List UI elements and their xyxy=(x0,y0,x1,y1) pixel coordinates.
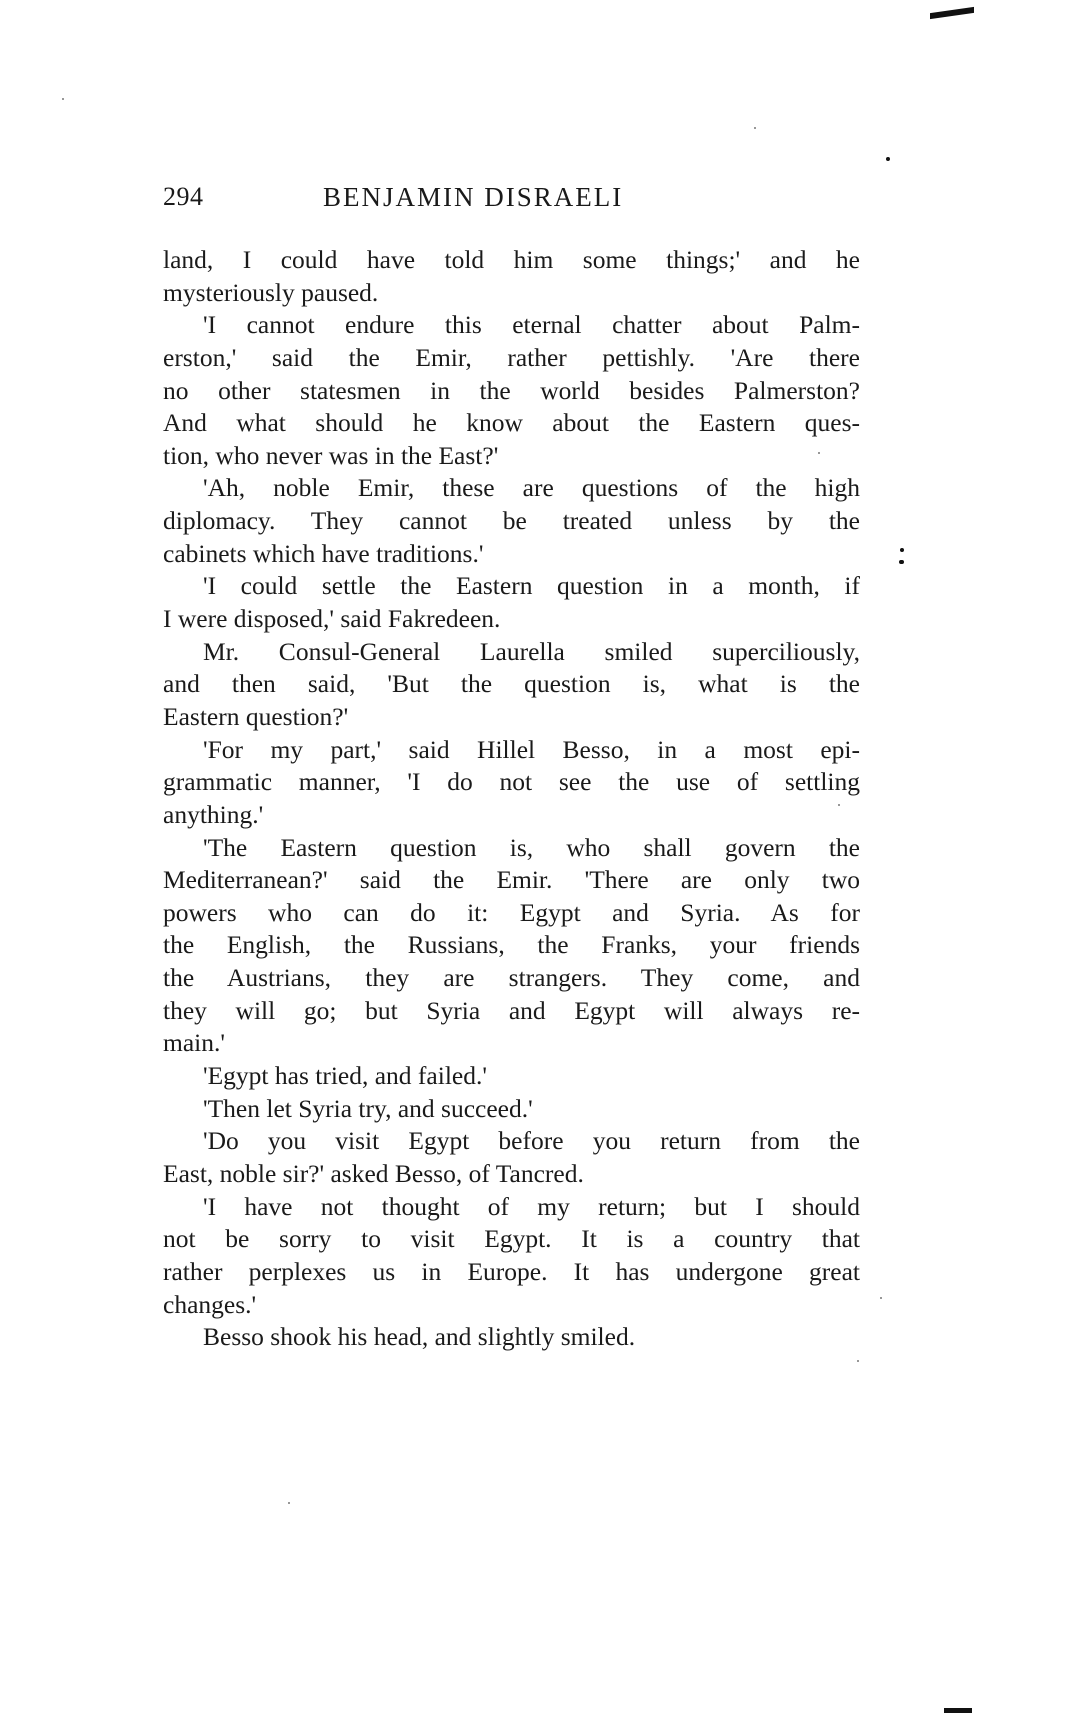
text-line: Mediterranean?' said the Emir. 'There are only two xyxy=(163,865,860,895)
running-title: BENJAMIN DISRAELI xyxy=(323,182,624,212)
text-line: anything.' xyxy=(163,799,264,829)
text-line: the English, the Russians, the Franks, your friends xyxy=(163,930,860,960)
scan-speck xyxy=(288,1502,290,1504)
text-line: And what should he know about the Eastern ques- xyxy=(163,408,860,438)
text-line: main.' xyxy=(163,1028,225,1058)
text-line: East, noble sir?' asked Besso, of Tancred. xyxy=(163,1158,584,1188)
text-line: powers who can do it: Egypt and Syria. As for xyxy=(163,897,860,927)
scan-artifact-bottom-right xyxy=(944,1708,972,1713)
text-line: 'I have not thought of my return; but I should xyxy=(203,1191,860,1221)
text-line: rather perplexes us in Europe. It has undergone great xyxy=(163,1256,860,1286)
text-line: 'For my part,' said Hillel Besso, in a most epi- xyxy=(203,734,860,764)
text-line: 'I could settle the Eastern question in a month, if xyxy=(203,571,860,601)
text-line: they will go; but Syria and Egypt will always re- xyxy=(163,995,860,1025)
scan-speck xyxy=(880,1297,882,1299)
text-line: Eastern question?' xyxy=(163,701,349,731)
scan-artifact-top-right xyxy=(930,7,974,19)
text-line: not be sorry to visit Egypt. It is a country that xyxy=(163,1224,860,1254)
text-line: Besso shook his head, and slightly smiled. xyxy=(203,1322,636,1352)
text-line: cabinets which have traditions.' xyxy=(163,538,484,568)
text-line: 'Do you visit Egypt before you return from the xyxy=(203,1126,860,1156)
text-line: 'Ah, noble Emir, these are questions of the high xyxy=(203,473,860,503)
text-line: tion, who never was in the East?' xyxy=(163,440,499,470)
text-line: 'Egypt has tried, and failed.' xyxy=(203,1061,487,1091)
text-line: the Austrians, they are strangers. They come, and xyxy=(163,963,860,993)
text-line: I were disposed,' said Fakredeen. xyxy=(163,604,501,634)
text-line: changes.' xyxy=(163,1289,257,1319)
text-line: Mr. Consul-General Laurella smiled superciliously, xyxy=(203,636,860,666)
scan-artifact-colon-mark-lower xyxy=(899,560,904,564)
page-number: 294 xyxy=(163,182,204,211)
scan-artifact-speck xyxy=(886,157,890,161)
text-line: land, I could have told him some things;' and he xyxy=(163,245,860,274)
text-line: 'I cannot endure this eternal chatter about Palm- xyxy=(203,310,860,340)
text-line: no other statesmen in the world besides Palmerston? xyxy=(163,375,860,405)
text-line: and then said, 'But the question is, what is the xyxy=(163,669,860,699)
scan-speck xyxy=(62,98,64,100)
text-line: 'The Eastern question is, who shall govern the xyxy=(203,832,860,862)
text-line: erston,' said the Emir, rather pettishly. 'Are there xyxy=(163,342,860,372)
scan-artifact-colon-mark xyxy=(900,548,904,552)
text-line: mysteriously paused. xyxy=(163,277,379,307)
text-line: diplomacy. They cannot be treated unless by the xyxy=(163,506,860,536)
scan-speck xyxy=(754,127,756,129)
scan-speck xyxy=(857,1360,859,1362)
text-line: grammatic manner, 'I do not see the use of settling xyxy=(163,767,860,797)
text-line: 'Then let Syria try, and succeed.' xyxy=(203,1093,533,1123)
page-header xyxy=(163,182,863,222)
body-text xyxy=(163,244,860,1354)
